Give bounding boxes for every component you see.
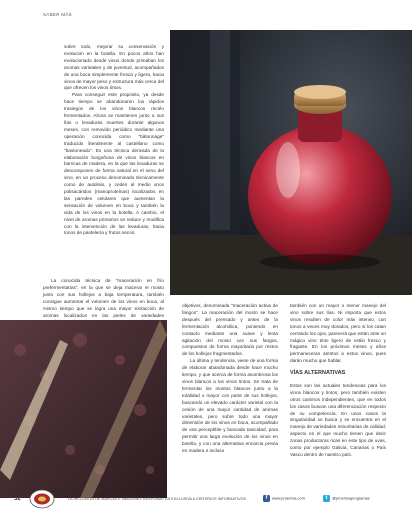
facebook-link[interactable] bbox=[263, 495, 305, 502]
footer-disclaimer: LA INCLUSIÓN DE MARCAS E IMÁGENES RESPONDE EN EXCLUSIVA A CRITERIOS INFORMATIVOS bbox=[68, 497, 247, 501]
section-heading: VÍAS ALTERNATIVAS bbox=[290, 370, 346, 377]
article-column-2 bbox=[182, 303, 278, 455]
page-number: 52 bbox=[14, 496, 21, 502]
article-column-3 bbox=[290, 303, 386, 365]
paragraph: sobre todo, mejorar su conservación y evolución en la botella. En pocos años han evolucionado desde vinos donde primaban los aromas varietales y de juventud, acompañados de una boca simplemente fresca y ligera, hacia vinos de mayor peso y estructura más cerca del que ofrecen los vinos tintos. bbox=[64, 44, 164, 91]
wine-jar-illustration bbox=[170, 30, 412, 295]
paragraph: Para conseguir este propósito, ya desde hace tiempo se abandonaron los rápidos trasiegos de los vinos blancos recién fermentados. Ahora se mantienen junto a sus lías o levaduras muertes durante algunos meses, con removido periódico mediante una operación conocida como "bâtonnage" traducido literalmente al castellano como "bastoneado". Es una técnica derivada de la elaboración borgoñona de vinos blancos en barricas de madera, en la que las levaduras se descomponen de forma natural en el seno del vino, en un proceso denominado técnicamente como de autolisis, y ceden al medio unos polisacáridos (manoproteínas) localizados en las paredes celulares que aumentan la sensación de volumen en boca y también la vida de los vinos en la botella. A cambio, el nivel de aromas primarios se reduce y modifica con la intervención de las levaduras, hacia tonos de pastelería y frutos secos. bbox=[64, 92, 164, 236]
article-column-3-section bbox=[290, 365, 386, 459]
section-tag: SABER MÁS bbox=[43, 12, 72, 17]
article-column-1 bbox=[64, 44, 164, 237]
twitter-icon: t bbox=[323, 495, 330, 502]
paragraph: La conocida técnica de "maceración en frío prefermentativa", en la que se deja macerar el mosto junto con sus hollejos a baja temperatura, también consigue aumentar el volumen de los vinos en boca, al mismo tiempo que se logra una mayor extracción de aromas localizados en las pieles de variedades bbox=[43, 278, 164, 318]
twitter-handle: @proemsaprogramas bbox=[332, 495, 370, 501]
facebook-handle: www.proemsa.com bbox=[272, 495, 305, 501]
page-footer bbox=[0, 486, 412, 512]
paragraph: objetivos, denominada "maceración activa de fangos". La maceración del mosto se hace después del prensado y antes de la fermentación alcohólica, poniendo en contacto mediante una suave y lenta agitación del mosto con sus fangos, compuestos de forma mayoritaria por restos de los hollejos fragmentados. bbox=[182, 303, 278, 357]
grape-press-illustration bbox=[0, 320, 167, 498]
paragraph: también con un mayor o menor manejo del vino sobre sus lías. Ni importa que estos vinos resulten de color más intenso, con tonos a veces muy dorados, pero si los catan cerrando los ojos, parecerá que están ante un mágico vino tinto ligero de estilo fresco y fragante. En los próximos meses y años permaneceran atentos a estos vinos, pues darán mucho que hablar. bbox=[290, 303, 386, 364]
facebook-icon: f bbox=[263, 495, 270, 502]
hero-photo-wine-jar bbox=[170, 30, 412, 295]
paragraph: La última y tendencia, viene de una forma de elaborar abandonada desde hace mucho tiempo, y que acerca de forma asombrosa los vinos blancos a los vinos tintos. Se trata de fermentar los mostos blancos junto a la totalidad o mayor con parte de sus hollejos, buscando un elevado carácter varietal con la cesión de una mayor cantidad de aromas varietales, pero sobre todo una mayor dimensión de los vinos en boca, acompañado de una perceptible y buscada tanicidad, para permitir una larga evolución de los vinos en botella, y con una alternativa encarcia previa en madera e incluso bbox=[182, 358, 278, 454]
twitter-link[interactable] bbox=[323, 495, 370, 502]
paragraph: Estos son las actuales tendencias para los vinos blancos y tintos, pero también existen otros caminos independientes, que en todos los casos buscan una diferenciación respecto de su competencia. En unos casos la singularidad se busca y se encuentra en el manejo de variedades minoritarias de calidad, aspecto en el que mucho tienen que decir zonas productoras ricas en este tipo de uvas, como por ejemplo Galicia, Canarias o País Vasco dentro de nuestro país. bbox=[290, 382, 386, 457]
inset-photo-grape-press bbox=[0, 320, 167, 498]
seal-logo-icon bbox=[28, 488, 56, 510]
